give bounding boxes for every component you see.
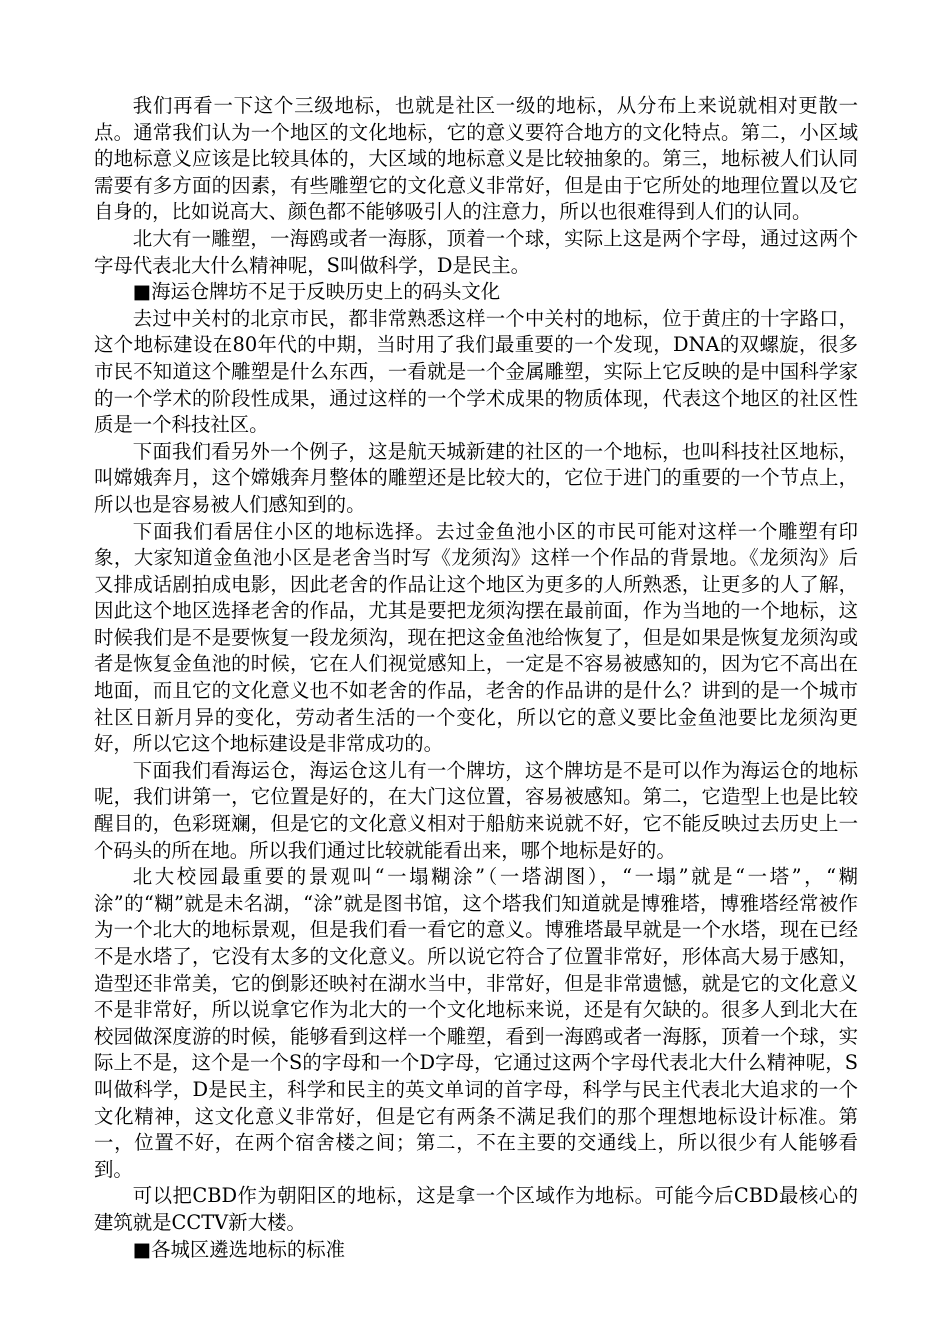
section-heading: ■各城区遴选地标的标准 <box>132 1237 346 1261</box>
paragraph: 下面我们看海运仓，海运仓这儿有一个牌坊，这个牌坊是不是可以作为海运仓的地标呢，我们讲第一，它位置是好的，在大门这位置，容易被感知。第二，它造型上也是比较醒目的，色彩斑斓，但是它的文化意义相对于船舫来说就不好，它不能反映过去历史上一个码头的所在地。所以我们通过比较就能看出来，哪个地标是好的。 <box>94 758 858 862</box>
paragraph: 去过中关村的北京市民，都非常熟悉这样一个中关村的地标，位于黄庄的十字路口，这个地标建设在80年代的中期，当时用了我们最重要的一个发现，DNA的双螺旋，很多市民不知道这个雕塑是什么东西，一看就是一个金属雕塑，实际上它反映的是中国科学家的一个学术的阶段性成果，通过这样的一个学术成果的物质体现，代表这个地区的社区性质是一个科技社区。 <box>94 306 858 437</box>
paragraph: 北大校园最重要的景观叫“一塌糊涂”（一塔湖图），“一塌”就是“一塔”，“糊涂”的“糊”就是未名湖，“涂”就是图书馆，这个塔我们知道就是博雅塔，博雅塔经常被作为一个北大的地标景观，但是我们看一看它的意义。博雅塔最早就是一个水塔，现在已经不是水塔了，它没有太多的文化意义。所以说它符合了位置非常好，形体高大易于感知，造型还非常美，它的倒影还映衬在湖水当中，非常好，但是非常遗憾，就是它的文化意义不是非常好，所以说拿它作为北大的一个文化地标来说，还是有欠缺的。很多人到北大在校园做深度游的时候，能够看到这样一个雕塑，看到一海鸥或者一海豚，顶着一个球，实际上不是，这个是一个S的字母和一个D字母，它通过这两个字母代表北大什么精神呢，S叫做科学，D是民主，科学和民主的英文单词的首字母，科学与民主代表北大追求的一个文化精神，这文化意义非常好，但是它有两条不满足我们的那个理想地标设计标准。第一，位置不好，在两个宿舍楼之间；第二，不在主要的交通线上，所以很少有人能够看到。 <box>94 865 858 1181</box>
paragraph: 可以把CBD作为朝阳区的地标，这是拿一个区域作为地标。可能今后CBD最核心的建筑就是CCTV新大楼。 <box>94 1184 858 1234</box>
paragraph: 下面我们看另外一个例子，这是航天城新建的社区的一个地标，也叫科技社区地标，叫嫦娥奔月，这个嫦娥奔月整体的雕塑还是比较大的，它位于进门的重要的一个节点上，所以也是容易被人们感知到的。 <box>94 439 858 516</box>
paragraph: 北大有一雕塑，一海鸥或者一海豚，顶着一个球，实际上这是两个字母，通过这两个字母代表北大什么精神呢，S叫做科学，D是民主。 <box>94 226 858 277</box>
section-heading: ■海运仓牌坊不足于反映历史上的码头文化 <box>132 280 501 304</box>
paragraph: 下面我们看居住小区的地标选择。去过金鱼池小区的市民可能对这样一个雕塑有印象，大家知道金鱼池小区是老舍当时写《龙须沟》这样一个作品的背景地。《龙须沟》后又排成话剧拍成电影，因此老舍的作品让这个地区为更多的人所熟悉，让更多的人了解，因此这个地区选择老舍的作品，尤其是要把龙须沟摆在最前面，作为当地的一个地标，这时候我们是不是要恢复一段龙须沟，现在把这金鱼池给恢复了，但是如果是恢复龙须沟或者是恢复金鱼池的时候，它在人们视觉感知上，一定是不容易被感知的，因为它不高出在地面，而且它的文化意义也不如老舍的作品，老舍的作品讲的是什么？讲到的是一个城市社区日新月异的变化，劳动者生活的一个变化，所以它的意义要比金鱼池要比龙须沟更好，所以它这个地标建设是非常成功的。 <box>94 519 858 756</box>
paragraph: 我们再看一下这个三级地标，也就是社区一级的地标，从分布上来说就相对更散一点。通常我们认为一个地区的文化地标，它的意义要符合地方的文化特点。第二，小区域的地标意义应该是比较具体的，大区域的地标意义是比较抽象的。第三，地标被人们认同需要有多方面的因素，有些雕塑它的文化意义非常好，但是由于它所处的地理位置以及它自身的，比如说高大、颜色都不能够吸引人的注意力，所以也很难得到人们的认同。 <box>94 94 858 224</box>
